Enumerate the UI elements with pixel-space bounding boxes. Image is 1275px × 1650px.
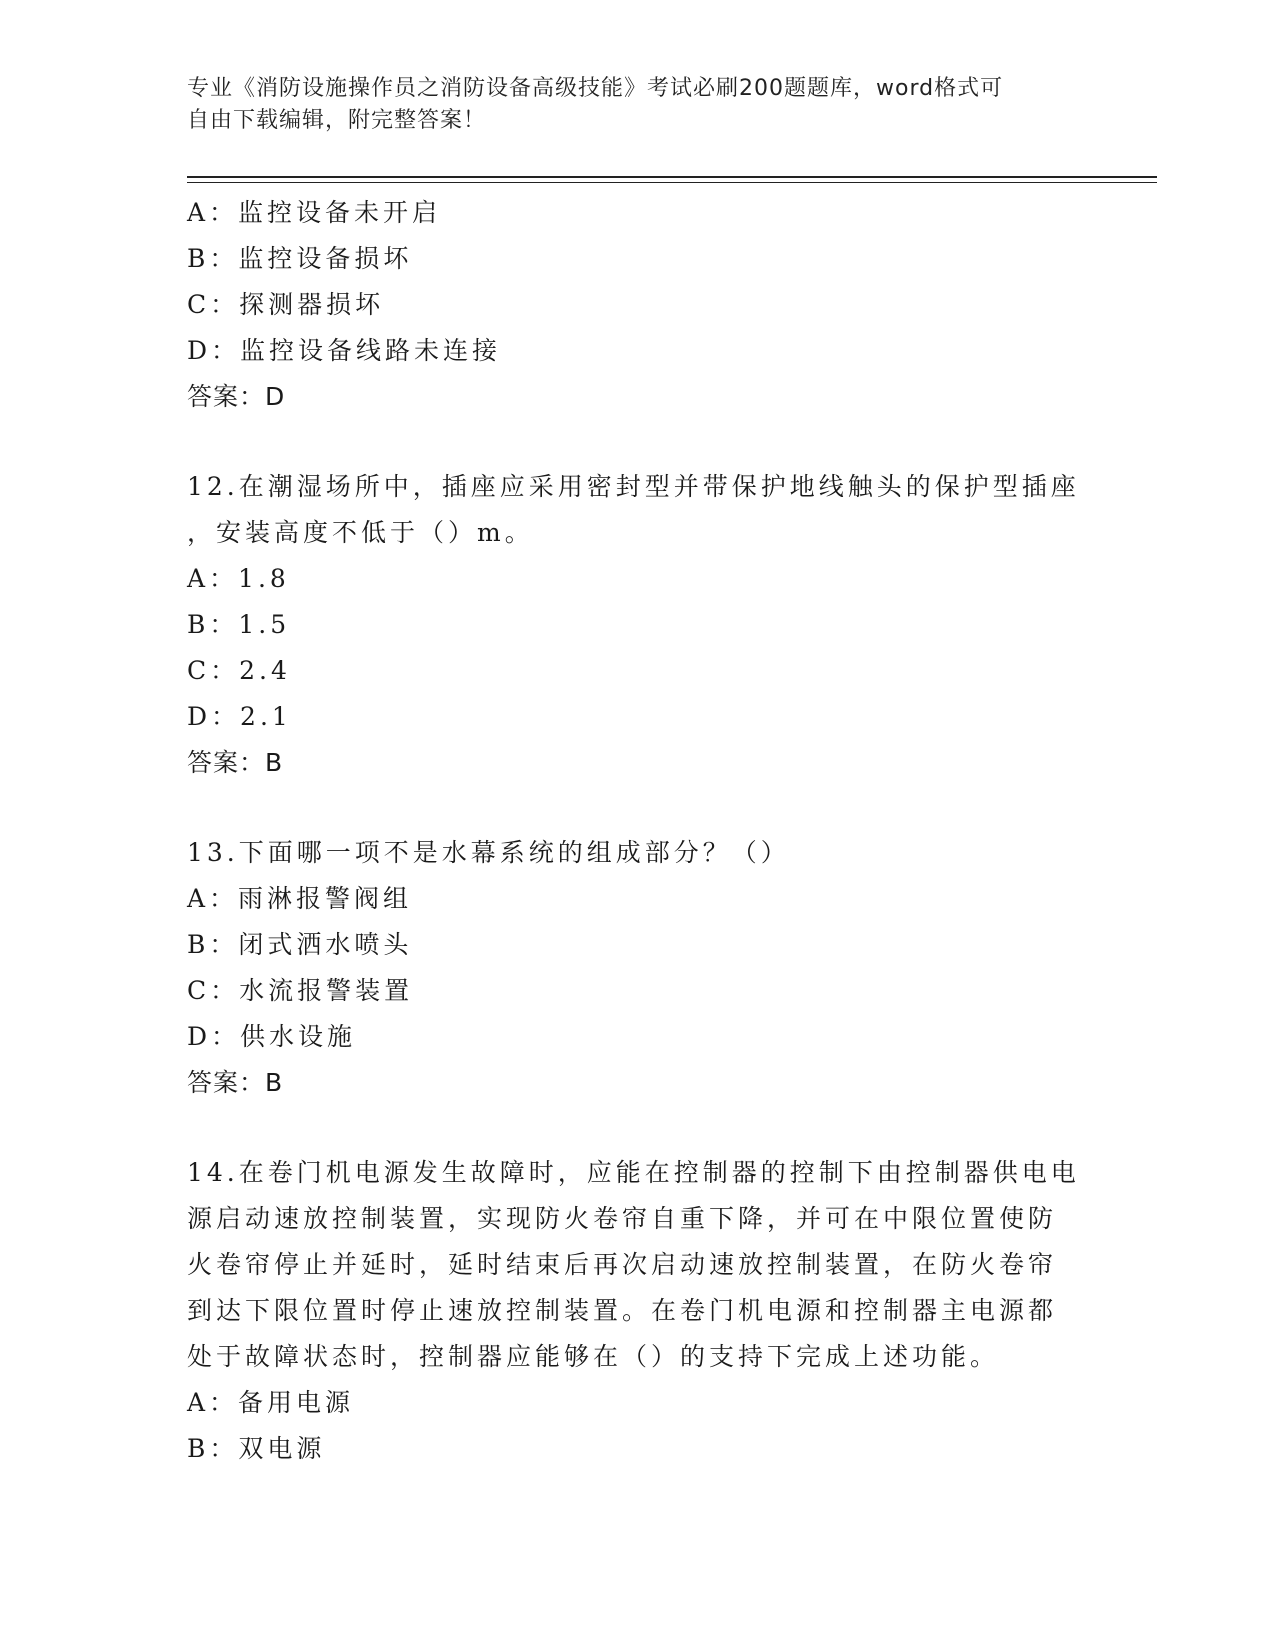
option-a: A：雨淋报警阀组 (187, 884, 413, 913)
header-rule-thick (187, 176, 1157, 178)
question-13 (187, 830, 1087, 1106)
answer-line: 答案：D (187, 382, 286, 411)
question-12 (187, 464, 1087, 786)
option-b: B：1.5 (187, 610, 291, 639)
option-c: C：探测器损坏 (187, 290, 385, 319)
option-c: C：2.4 (187, 656, 291, 685)
option-d: D：供水设施 (187, 1022, 357, 1051)
question-11-continued (187, 190, 1087, 420)
question-text-line: 13.下面哪一项不是水幕系统的组成部分？（） (187, 838, 790, 867)
question-text-line: 处于故障状态时，控制器应能够在（）的支持下完成上述功能。 (187, 1342, 1000, 1371)
header-rule-thin (187, 182, 1157, 183)
document-header (187, 73, 1067, 137)
option-a: A：1.8 (187, 564, 290, 593)
question-text-line: 14.在卷门机电源发生故障时，应能在控制器的控制下由控制器供电电 (187, 1158, 1080, 1187)
header-line-1: 专业《消防设施操作员之消防设备高级技能》考试必刷200题题库，word格式可 (187, 76, 1004, 101)
question-text-line: 到达下限位置时停止速放控制装置。在卷门机电源和控制器主电源都 (187, 1296, 1058, 1325)
option-a: A：备用电源 (187, 1388, 355, 1417)
option-c: C：水流报警装置 (187, 976, 414, 1005)
option-b: B：双电源 (187, 1434, 326, 1463)
question-text-line: 火卷帘停止并延时，延时结束后再次启动速放控制装置，在防火卷帘 (187, 1250, 1058, 1279)
question-text-line: 源启动速放控制装置，实现防火卷帘自重下降，并可在中限位置使防 (187, 1204, 1058, 1233)
answer-line: 答案：B (187, 748, 284, 777)
option-a: A：监控设备未开启 (187, 198, 442, 227)
option-d: D：2.1 (187, 702, 292, 731)
option-b: B：闭式洒水喷头 (187, 930, 413, 959)
question-content (187, 190, 1087, 1472)
question-text-line: ，安装高度不低于（）m。 (187, 518, 534, 547)
option-d: D：监控设备线路未连接 (187, 336, 502, 365)
option-b: B：监控设备损坏 (187, 244, 413, 273)
answer-line: 答案：B (187, 1068, 284, 1097)
header-line-2: 自由下载编辑，附完整答案！ (187, 108, 487, 133)
question-14 (187, 1150, 1087, 1472)
question-text-line: 12.在潮湿场所中，插座应采用密封型并带保护地线触头的保护型插座 (187, 472, 1080, 501)
